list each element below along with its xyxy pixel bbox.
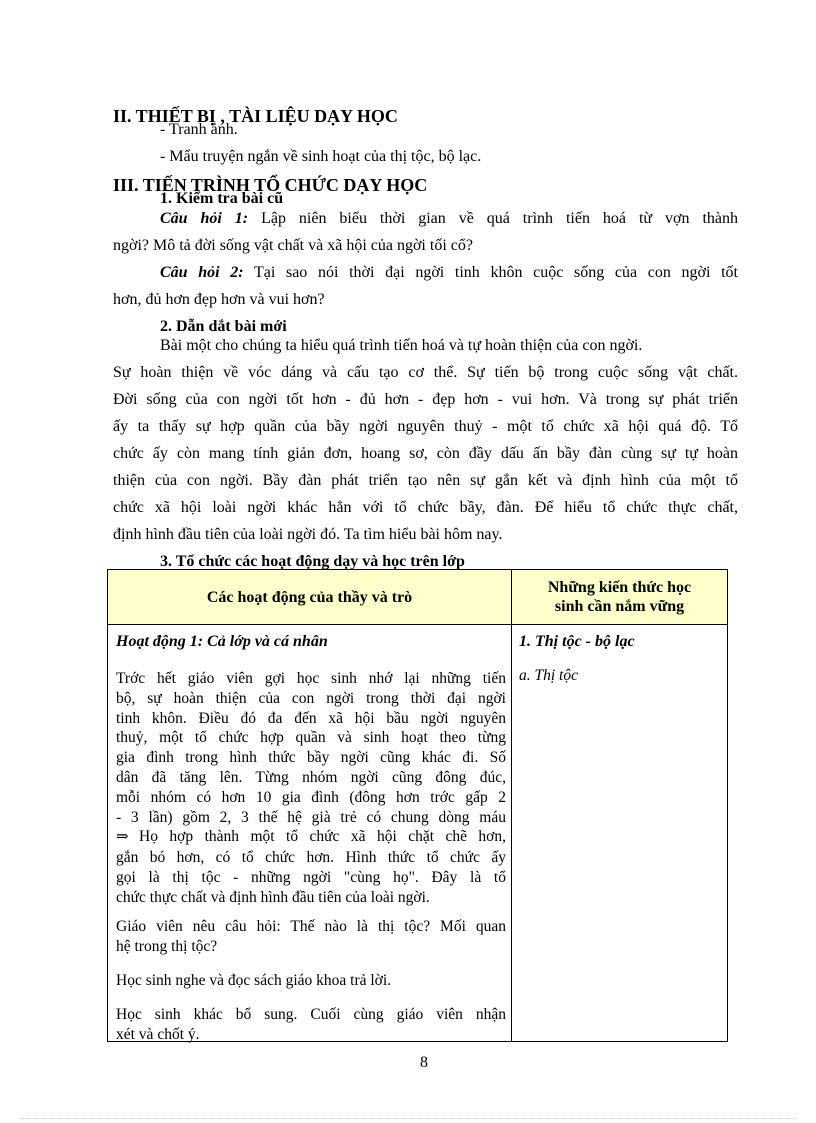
header-knowledge-line-2: sinh cần nắm vững — [554, 598, 685, 615]
p5-line-1: Học sinh khác bổ sung. Cuối cùng giáo viên nhận — [116, 1006, 506, 1023]
activity-paragraph-5 — [116, 1005, 506, 1045]
material-item-1: - Tranh ảnh. — [160, 121, 238, 138]
question-2-line-2: hơn, đủ hơn đẹp hơn và vui hơn? — [113, 291, 325, 308]
question-2-text: Tại sao nói thời đại ngời tinh khôn cuộc sống của con ngời tốt — [253, 264, 739, 281]
intro-line-4: ấy ta thấy sự hợp quần của bầy ngời nguyên thuỷ - một tổ chức xã hội quá độ. Tổ — [113, 418, 738, 435]
intro-line-2: Sự hoàn thiện về vóc dáng và cấu tạo cơ thể. Sự tiến bộ trong cuộc sống vật chất. — [113, 364, 738, 381]
knowledge-title: 1. Thị tộc - bộ lạc — [519, 633, 635, 650]
question-1-line-1 — [160, 210, 738, 228]
activity-paragraph-3 — [116, 917, 506, 957]
activity-paragraph-1 — [116, 669, 506, 908]
section-3-heading: III. TIẾN TRÌNH TỔ CHỨC DẠY HỌC — [113, 175, 428, 195]
question-2-label: Câu hỏi 2: — [160, 264, 244, 281]
header-activities: Các hoạt động của thầy và trò — [108, 570, 512, 625]
subsection-1-heading: 1. Kiểm tra bài cũ — [160, 190, 284, 207]
question-1-line-2: ngời? Mô tả đời sống vật chất và xã hội của ngời tối cổ? — [113, 237, 473, 254]
p2-line-3: gọi là thị tộc - những ngời "cùng họ". Đây là tổ — [116, 868, 506, 886]
page-number: 8 — [420, 1054, 428, 1071]
p1-line-1: Trớc hết giáo viên gợi học sinh nhớ lại những tiến — [116, 670, 506, 687]
intro-line-3: Đời sống của con ngời tốt hơn - đủ hơn - đẹp hơn - vui hơn. Và trong sự phát triển — [113, 391, 738, 408]
p2-line-1: ⇒ Họ hợp thành một tổ chức xã hội chặt chẽ hơn, — [116, 828, 506, 846]
activity-paragraph-4 — [116, 971, 506, 991]
footer-divider — [20, 1118, 796, 1119]
section-2-heading: II. THIẾT BỊ , TÀI LIỆU DẠY HỌC — [113, 106, 398, 126]
p1-line-3: tinh khôn. Điều đó đa đến xã hội bầu ngời nguyên — [116, 709, 506, 727]
knowledge-subtitle: a. Thị tộc — [519, 667, 578, 684]
table-header-row — [108, 570, 728, 625]
intro-line-6: thiện của con ngời. Bầy đàn phát triển tạo nên sự gắn kết và định hình của một tổ — [113, 472, 738, 489]
intro-line-7: chức xã hội loài ngời khác hẳn với tổ chức bầy, đàn. Để hiểu tổ chức thực chất, — [113, 499, 738, 516]
activities-cell — [108, 625, 512, 1042]
lesson-table — [107, 569, 728, 1042]
intro-line-1: Bài một cho chúng ta hiểu quá trình tiến hoá và tự hoàn thiện của con ngời. — [160, 337, 643, 354]
header-knowledge-line-1: Những kiến thức học — [547, 579, 692, 596]
intro-line-5: chức ấy còn mang tính giản đơn, hoang sơ, còn đầy dấu ấn bầy đàn cùng sự tự hoàn — [113, 445, 738, 462]
p4-line-1: Học sinh nghe và đọc sách giáo khoa trả lời. — [116, 972, 392, 989]
p2-line-4: chức thực chất và định hình đầu tiên của loài ngời. — [116, 888, 430, 906]
subsection-3-heading: 3. Tổ chức các hoạt động dạy và học trên lớp — [160, 553, 465, 570]
header-knowledge — [512, 570, 728, 625]
question-2-line-1 — [160, 264, 738, 282]
p2-line-2: gắn bó hơn, có tổ chức hơn. Hình thức tổ chức ấy — [116, 849, 506, 867]
table-body-row — [108, 625, 728, 1042]
implies-arrow-icon: ⇒ — [116, 829, 128, 846]
question-1-text: Lập niên biểu thời gian về quá trình tiến hoá từ vợn thành — [261, 210, 738, 227]
intro-line-8: định hình đầu tiên của loài ngời đó. Ta tìm hiểu bài hôm nay. — [113, 526, 503, 543]
p5-line-2: xét và chốt ý. — [116, 1025, 200, 1043]
p3-line-1: Giáo viên nêu câu hỏi: Thế nào là thị tộc? Mối quan — [116, 918, 506, 935]
p1-line-5: gia đình trong hình thức bầy ngời cũng khác đi. Số — [116, 749, 506, 767]
p1-line-8: - 3 lần) gồm 2, 3 thế hệ già trẻ có chung dòng máu — [116, 808, 506, 826]
p3-line-2: hệ trong thị tộc? — [116, 937, 218, 955]
p1-line-7: mỗi nhóm có hơn 10 gia đình (đông hơn trớc gấp 2 — [116, 788, 506, 806]
material-item-2: - Mẩu truyện ngắn về sinh hoạt của thị tộc, bộ lạc. — [160, 148, 482, 165]
subsection-2-heading: 2. Dẫn dắt bài mới — [160, 318, 287, 335]
knowledge-cell — [512, 625, 728, 1042]
p1-line-6: dân đã tăng lên. Từng nhóm ngời cũng đông đúc, — [116, 768, 506, 786]
p1-line-4: thuỷ, một tổ chức hợp quần và sinh hoạt theo từng — [116, 729, 506, 747]
p1-line-2: bộ, sự hoàn thiện của con ngời trong thời đại ngời — [116, 689, 506, 707]
question-1-label: Câu hỏi 1: — [160, 210, 249, 227]
activity-title: Hoạt động 1: Cả lớp và cá nhân — [116, 633, 328, 650]
